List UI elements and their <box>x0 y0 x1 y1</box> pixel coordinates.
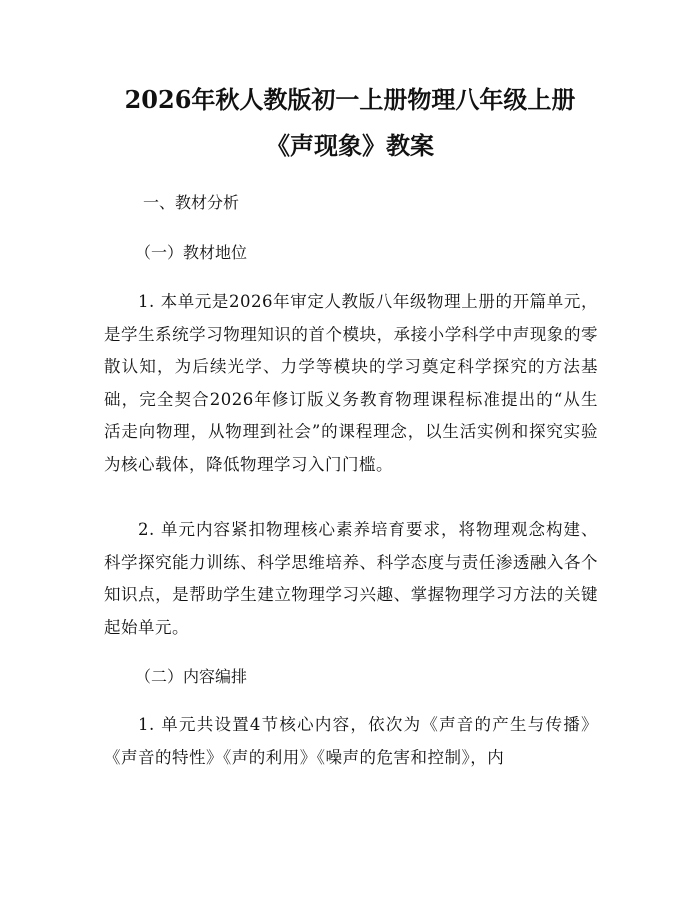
paragraph-core-literacy: 2. 单元内容紧扣物理核心素养培育要求，将物理观念构建、科学探究能力训练、科学思维培养、科学态度与责任渗透融入各个知识点，是帮助学生建立物理学习兴趣、掌握物理学习方法的关键起始单元。 <box>104 520 598 637</box>
section-heading-textbook-analysis: 一、教材分析 <box>143 193 240 212</box>
document-title-line-1: 2026年秋人教版初一上册物理八年级上册 <box>124 85 576 114</box>
subsection-heading-textbook-position: （一）教材地位 <box>135 243 248 262</box>
paragraph-unit-contents: 1. 单元共设置4节核心内容，依次为《声音的产生与传播》《声音的特性》《声的利用》《噪声的危害和控制》，内 <box>104 715 598 767</box>
paragraph-unit-position: 1. 本单元是2026年审定人教版八年级物理上册的开篇单元，是学生系统学习物理知识的首个模块，承接小学科学中声现象的零散认知，为后续光学、力学等模块的学习奠定科学探究的方法基础，完全契合2026年修订版义务教育物理课程标准提出的“从生活走向物理，从物理到社会”的课程理念，以生活实例和探究实验为核心载体，降低物理学习入门门槛。 <box>104 292 598 474</box>
subsection-heading-content-arrangement: （二）内容编排 <box>135 667 248 686</box>
document-title-line-2: 《声现象》教案 <box>266 131 434 160</box>
